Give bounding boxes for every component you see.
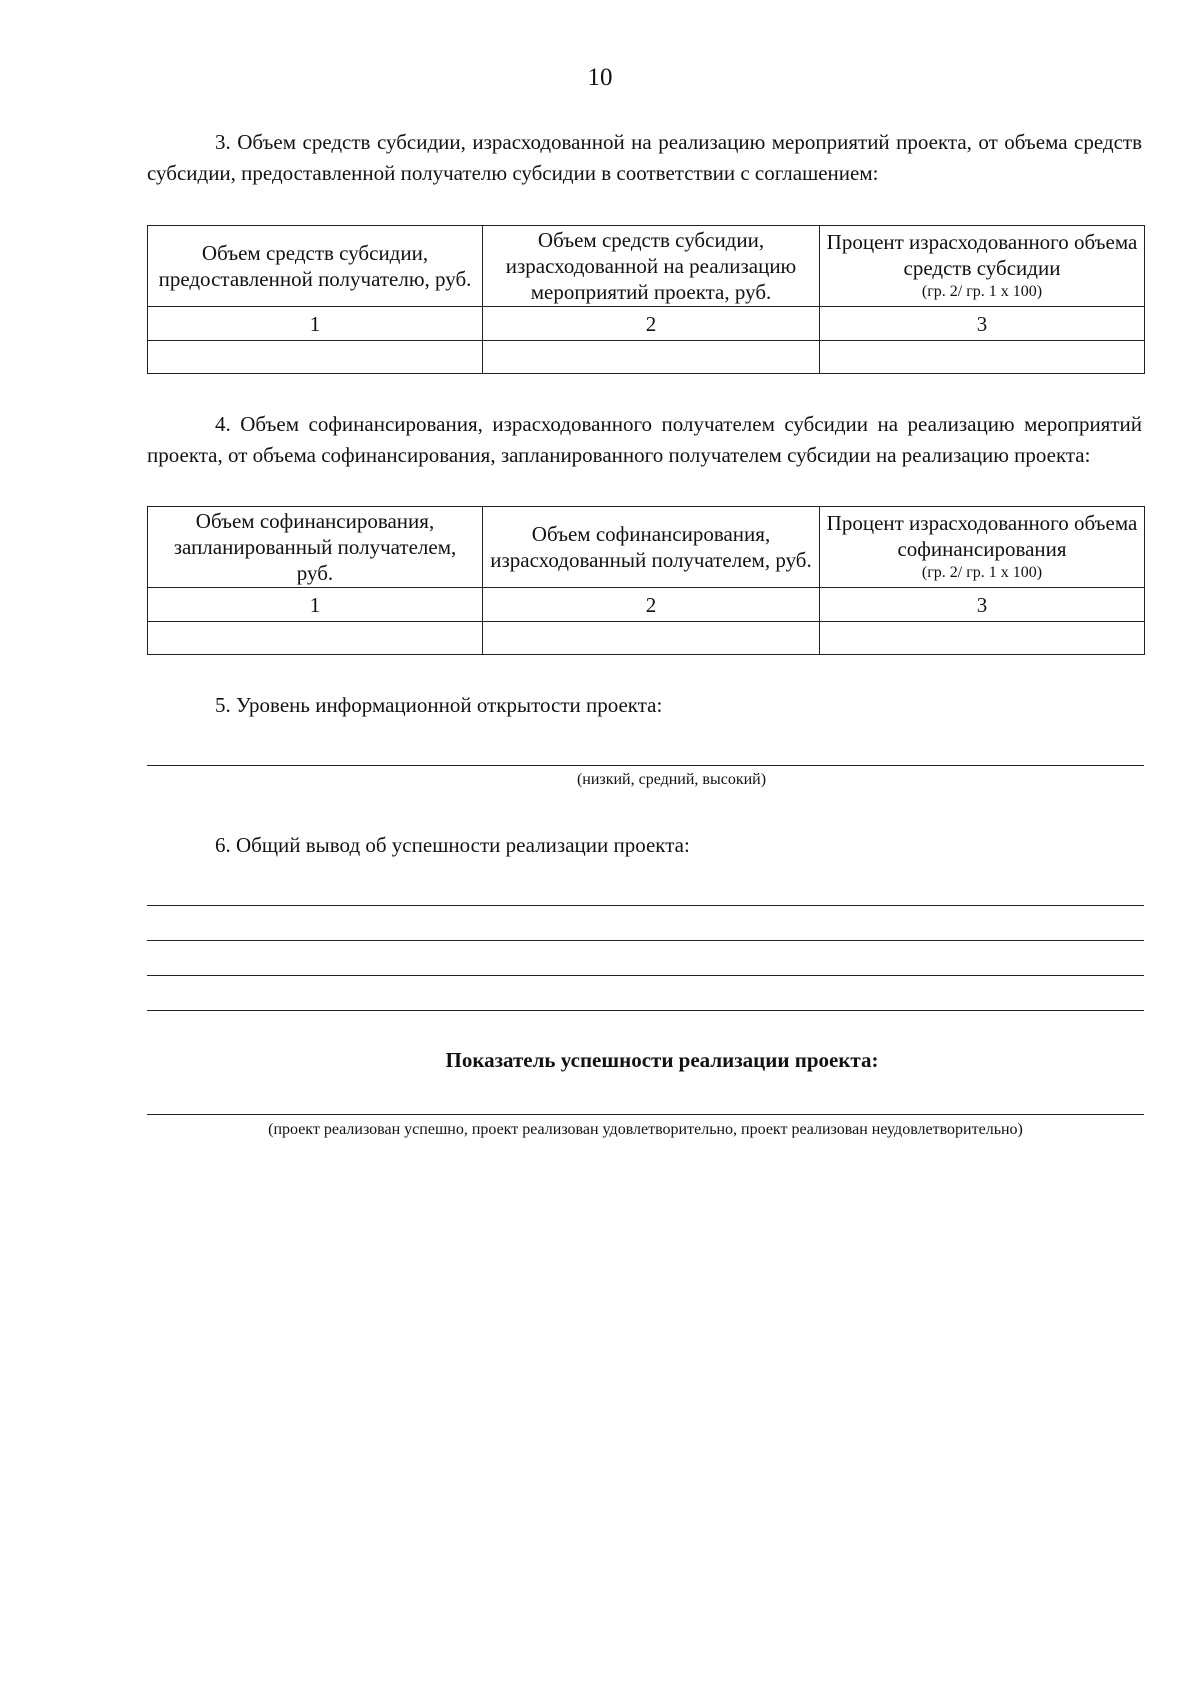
header-text: Объем средств субсидии, израсходованной на реализацию мероприятий проекта, руб. xyxy=(505,228,797,304)
fill-in-line-conclusion[interactable] xyxy=(147,940,1144,941)
fill-in-line-conclusion[interactable] xyxy=(147,1010,1144,1011)
table-header-cell xyxy=(820,226,1145,307)
column-number: 2 xyxy=(483,307,820,341)
openness-caption: (низкий, средний, высокий) xyxy=(576,771,767,788)
section-4-text xyxy=(147,409,1142,471)
column-number: 3 xyxy=(820,307,1145,341)
header-text: Объем софинансирования, израсходованный получателем, руб. xyxy=(490,522,812,572)
column-number: 1 xyxy=(148,588,483,622)
section-6-label: 6. Общий вывод об успешности реализации проекта: xyxy=(215,833,690,857)
column-number: 1 xyxy=(148,307,483,341)
success-indicator-heading: Показатель успешности реализации проекта: xyxy=(445,1048,879,1072)
fill-in-line-conclusion[interactable] xyxy=(147,905,1144,906)
fill-in-line-conclusion[interactable] xyxy=(147,975,1144,976)
empty-cell[interactable] xyxy=(148,622,483,655)
section-3-text xyxy=(147,127,1142,189)
fill-in-line-success[interactable] xyxy=(147,1114,1144,1115)
subsidy-table xyxy=(147,225,1145,374)
page-number: 10 xyxy=(587,64,613,91)
header-formula-note: (гр. 2/ гр. 1 х 100) xyxy=(921,564,1043,581)
success-caption: (проект реализован успешно, проект реализован удовлетворительно, проект реализован неудовлетворительно) xyxy=(268,1121,1023,1138)
header-formula-note: (гр. 2/ гр. 1 х 100) xyxy=(921,283,1043,300)
table-header-row xyxy=(148,507,1145,588)
table-row xyxy=(148,341,1145,374)
table-header-row xyxy=(148,226,1145,307)
table-row xyxy=(148,588,1145,622)
header-text: Процент израсходованного объема софинансирования xyxy=(826,511,1138,561)
header-text: Объем средств субсидии, предоставленной получателю, руб. xyxy=(158,241,472,291)
empty-cell[interactable] xyxy=(820,341,1145,374)
table-header-cell xyxy=(483,507,820,588)
section-3-text-content: 3. Объем средств субсидии, израсходованной на реализацию мероприятий проекта, от объема средств субсидии, предоставленной получателю субсидии в соответствии с соглашением: xyxy=(147,130,1142,185)
table-row xyxy=(148,622,1145,655)
table-header-cell xyxy=(820,507,1145,588)
section-4-text-content: 4. Объем софинансирования, израсходованного получателем субсидии на реализацию мероприятий проекта, от объема софинансирования, запланированного получателем субсидии на реализацию проекта: xyxy=(147,412,1142,467)
table-header-cell xyxy=(148,507,483,588)
table-header-cell xyxy=(483,226,820,307)
section-5-label: 5. Уровень информационной открытости проекта: xyxy=(215,693,663,717)
empty-cell[interactable] xyxy=(820,622,1145,655)
empty-cell[interactable] xyxy=(148,341,483,374)
cofinancing-table xyxy=(147,506,1145,655)
empty-cell[interactable] xyxy=(483,341,820,374)
fill-in-line-openness[interactable] xyxy=(147,765,1144,766)
table-header-cell xyxy=(148,226,483,307)
empty-cell[interactable] xyxy=(483,622,820,655)
column-number: 3 xyxy=(820,588,1145,622)
header-text: Объем софинансирования, запланированный получателем, руб. xyxy=(173,509,457,585)
column-number: 2 xyxy=(483,588,820,622)
header-text: Процент израсходованного объема средств субсидии xyxy=(826,230,1138,280)
table-row xyxy=(148,307,1145,341)
